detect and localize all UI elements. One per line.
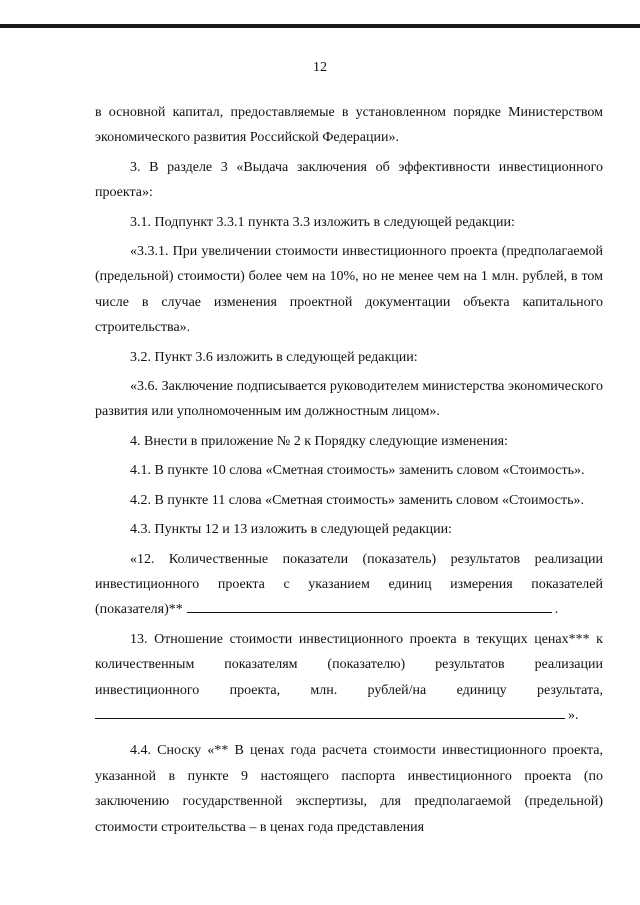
paragraph-13 (95, 627, 603, 729)
paragraph-4: 4. Внести в приложение № 2 к Порядку следующие изменения: (130, 433, 508, 449)
fill-in-blank (95, 704, 565, 719)
spacer (95, 728, 603, 738)
paragraph-3-6-quote: «3.6. Заключение подписывается руководителем министерства экономического развития или уполномоченным им должностным лицом». (95, 379, 603, 420)
paragraph-3-3-1-quote: «3.3.1. При увеличении стоимости инвестиционного проекта (предполагаемой (предельной) стоимости) более чем на 10%, но не менее чем на 1 млн. рублей, в том числе в случае изменения проектной документации объекта капитального строительства». (95, 244, 603, 336)
paragraph-13-text: 13. Отношение стоимости инвестиционного проекта в текущих ценах*** к количественным показателям (показателю) результатов реализации инвестиционного проекта, млн. рублей/на единицу результата, (95, 631, 603, 698)
paragraph-section-3: 3. В разделе 3 «Выдача заключения об эффективности инвестиционного проекта»: (95, 159, 603, 201)
document-body (95, 100, 603, 840)
paragraph-3-2: 3.2. Пункт 3.6 изложить в следующей редакции: (130, 349, 418, 365)
top-rule (0, 24, 640, 28)
paragraph-4-2: 4.2. В пункте 11 слова «Сметная стоимость» заменить словом «Стоимость». (130, 492, 584, 508)
paragraph-12-end: . (554, 602, 559, 618)
paragraph-4-3: 4.3. Пункты 12 и 13 изложить в следующей редакции: (130, 522, 453, 538)
paragraph-4-4: 4.4. Сноску «** В ценах года расчета стоимости инвестиционного проекта, указанной в пункте 9 настоящего паспорта инвестиционного проекта (по заключению государственной экспертизы, для предполагаемой (предельной) стоимости строительства – в ценах года представления (95, 743, 603, 835)
paragraph-12-quote (95, 547, 603, 623)
paragraph-3-1: 3.1. Подпункт 3.3.1 пункта 3.3 изложить в следующей редакции: (130, 214, 515, 230)
paragraph-12-text: «12. Количественные показатели (показатель) результатов реализации инвестиционного проекта с указанием единиц измерения показателей (показателя)** (95, 551, 603, 618)
paragraph-4-1: 4.1. В пункте 10 слова «Сметная стоимость» заменить словом «Стоимость». (130, 463, 585, 479)
paragraph-capital: в основной капитал, предоставляемые в установленном порядке Министерством экономического развития Российской Федерации». (95, 105, 603, 146)
paragraph-13-end: ». (568, 707, 579, 723)
fill-in-blank (187, 598, 552, 613)
page-number: 12 (313, 60, 327, 75)
